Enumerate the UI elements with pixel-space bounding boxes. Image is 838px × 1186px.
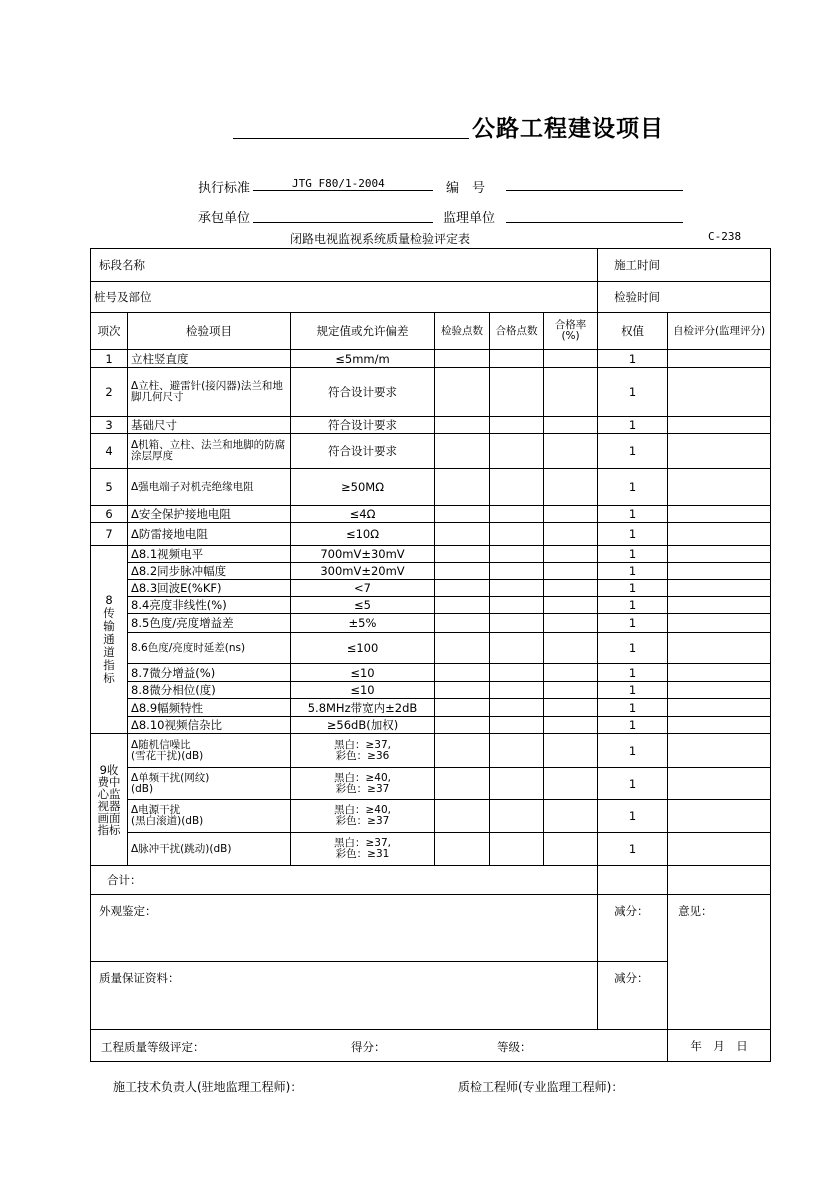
qa-docs-label: 质量保证资料： <box>91 962 598 1030</box>
col-header-check-points: 检验点数 <box>435 313 490 350</box>
table-row: 8.5色度/亮度增益差 ±5% 1 <box>91 614 771 633</box>
grade-label: 等级： <box>497 1039 532 1054</box>
table-row: Δ脉冲干扰(跳动)(dB) 黑白：≥37, 彩色：≥31 1 <box>91 833 771 866</box>
grade-eval-label: 工程质量等级评定： <box>101 1039 205 1054</box>
table-row: 6 Δ安全保护接地电阻 ≤4Ω 1 <box>91 506 771 523</box>
col-header-no: 项次 <box>91 313 128 350</box>
deduction-label-2: 减分： <box>598 962 668 1030</box>
inspection-time-label: 检验时间 <box>598 282 771 313</box>
date-label: 年 月 日 <box>668 1030 771 1062</box>
col-header-pass-points: 合格点数 <box>490 313 544 350</box>
group8-label: 8传输通道指标 <box>91 546 128 734</box>
table-row: 5 Δ强电端子对机壳绝缘电阻 ≥50MΩ 1 <box>91 469 771 506</box>
table-row: 3 基础尺寸 符合设计要求 1 <box>91 417 771 434</box>
supervisor-field[interactable] <box>506 222 683 223</box>
table-row: 2 Δ立柱、避雷针(接闪器)法兰和地脚几何尺寸 符合设计要求 1 <box>91 368 771 417</box>
table-row: 4 Δ机箱、立柱、法兰和地脚的防腐涂层厚度 符合设计要求 1 <box>91 434 771 469</box>
table-row: Δ电源干扰 (黑白滚道)(dB) 黑白：≥40, 彩色：≥37 1 <box>91 800 771 833</box>
group9-label: 9收费中心监视器画面指标 <box>91 734 128 866</box>
project-name-blank[interactable] <box>233 138 469 139</box>
number-field[interactable] <box>506 190 683 191</box>
section-name-label: 标段名称 <box>91 249 598 282</box>
table-row: 8.7微分增益(%) ≤10 1 <box>91 664 771 682</box>
table-row: Δ8.2同步脉冲幅度 300mV±20mV 1 <box>91 563 771 580</box>
supervisor-label: 监理单位 <box>443 211 496 226</box>
col-header-score: 自检评分(监理评分) <box>668 313 771 350</box>
opinion-label: 意见： <box>668 895 771 1030</box>
table-row: 8.8微分相位(度) ≤10 1 <box>91 682 771 699</box>
number-label: 编 号 <box>446 181 486 196</box>
appearance-label: 外观鉴定： <box>91 895 598 962</box>
contractor-label: 承包单位 <box>198 211 251 226</box>
tech-lead-signature: 施工技术负责人(驻地监理工程师)： <box>113 1080 303 1094</box>
contractor-field[interactable] <box>253 222 433 223</box>
col-header-weight: 权值 <box>598 313 668 350</box>
qc-engineer-signature: 质检工程师(专业监理工程师)： <box>458 1080 624 1094</box>
construction-time-label: 施工时间 <box>598 249 771 282</box>
table-row: Δ8.9幅频特性 5.8MHz带宽内±2dB 1 <box>91 699 771 717</box>
table-row: 1 立柱竖直度 ≤5mm/m 1 <box>91 350 771 368</box>
page-title: 公路工程建设项目 <box>472 116 664 142</box>
form-code: C-238 <box>708 230 742 243</box>
form-title: 闭路电视监视系统质量检验评定表 <box>290 232 471 246</box>
col-header-spec: 规定值或允许偏差 <box>291 313 435 350</box>
table-row: Δ8.3回波E(%KF) <7 1 <box>91 580 771 597</box>
col-header-item: 检验项目 <box>128 313 291 350</box>
table-row: Δ8.10视频信杂比 ≥56dB(加权) 1 <box>91 717 771 734</box>
score-label: 得分： <box>351 1039 386 1054</box>
total-label: 合计： <box>91 866 598 895</box>
deduction-label: 减分： <box>598 895 668 962</box>
exec-std-field[interactable] <box>253 190 433 191</box>
inspection-table <box>90 248 771 1062</box>
table-row: 8.6色度/亮度时延差(ns) ≤100 1 <box>91 633 771 664</box>
table-row: 7 Δ防雷接地电阻 ≤10Ω 1 <box>91 523 771 546</box>
exec-std-value: JTG F80/1-2004 <box>292 177 385 190</box>
col-header-pass-rate: 合格率(%) <box>544 313 598 350</box>
table-row: 9收费中心监视器画面指标 Δ随机信噪比 (雪花干扰)(dB) 黑白：≥37, 彩色：≥36 1 <box>91 734 771 768</box>
exec-std-label: 执行标准 <box>198 181 251 196</box>
table-row: 8传输通道指标 Δ8.1视频电平 700mV±30mV 1 <box>91 546 771 563</box>
table-row: 8.4亮度非线性(%) ≤5 1 <box>91 597 771 614</box>
stake-location-label: 桩号及部位 <box>91 282 598 313</box>
table-row: Δ单频干扰(网纹) (dB) 黑白：≥40, 彩色：≥37 1 <box>91 768 771 800</box>
